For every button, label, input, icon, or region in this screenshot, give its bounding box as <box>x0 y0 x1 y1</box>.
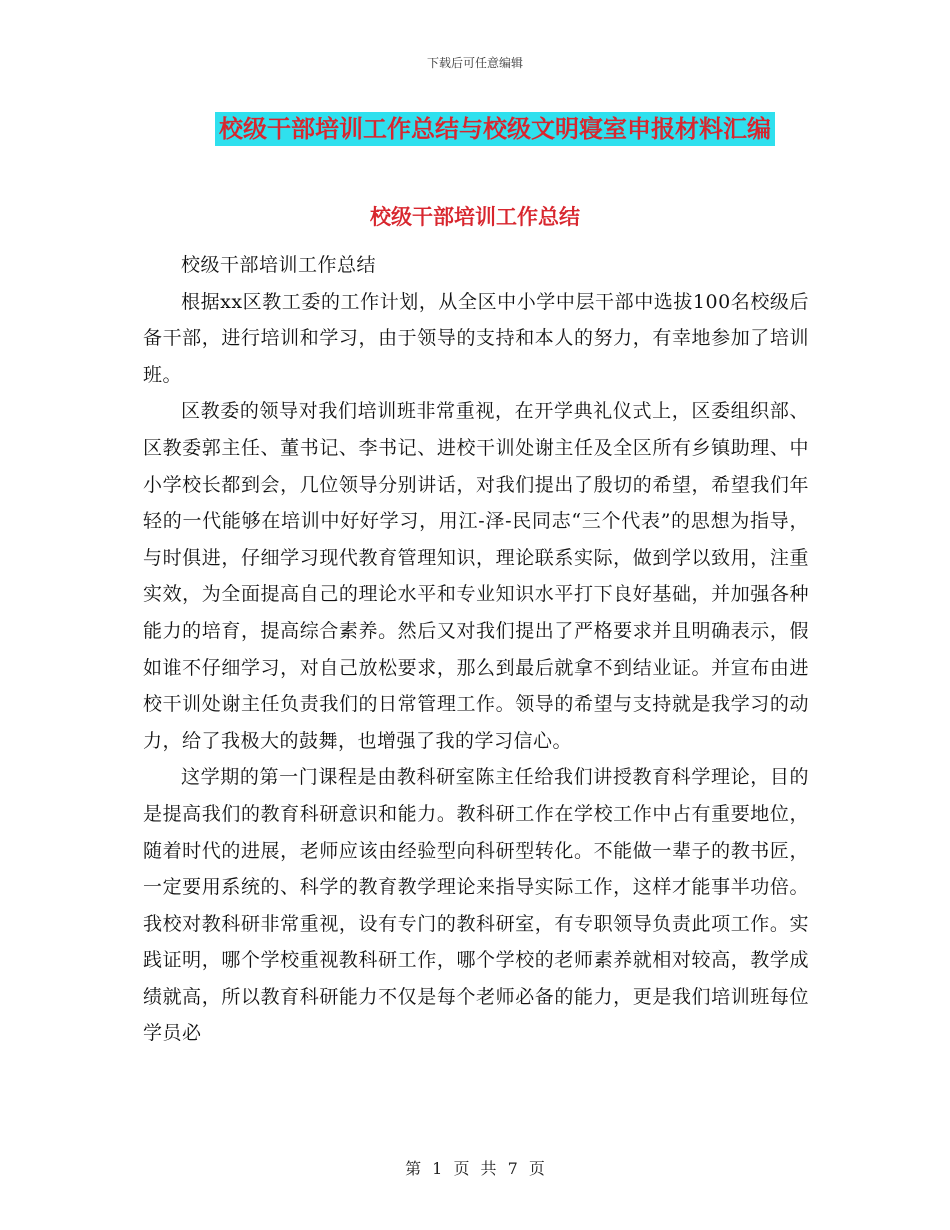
document-body <box>143 247 809 1052</box>
body-paragraph: 校级干部培训工作总结 <box>181 254 377 276</box>
body-paragraph: 区教委的领导对我们培训班非常重视，在开学典礼仪式上，区委组织部、区教委郭主任、董书记、李书记、进校干训处谢主任及全区所有乡镇助理、中小学校长都到会，几位领导分别讲话，对我们提出了殷切的希望，希望我们年轻的一代能够在培训中好好学习，用江-泽-民同志“三个代表”的思想为指导，与时俱进，仔细学习现代教育管理知识，理论联系实际，做到学以致用，注重实效，为全面提高自己的理论水平和专业知识水平打下良好基础，并加强各种能力的培育，提高综合素养。然后又对我们提出了严格要求并且明确表示，假如谁不仔细学习，对自己放松要求，那么到最后就拿不到结业证。并宣布由进校干训处谢主任负责我们的日常管理工作。领导的希望与支持就是我学习的动力，给了我极大的鼓舞，也增强了我的学习信心。 <box>143 400 809 752</box>
body-paragraph: 这学期的第一门课程是由教科研室陈主任给我们讲授教育科学理论，目的是提高我们的教育科研意识和能力。教科研工作在学校工作中占有重要地位，随着时代的进展，老师应该由经验型向科研型转化。不能做一辈子的教书匠，一定要用系统的、科学的教育教学理论来指导实际工作，这样才能事半功倍。我校对教科研非常重视，设有专门的教科研室，有专职领导负责此项工作。实践证明，哪个学校重视教科研工作，哪个学校的老师素养就相对较高，教学成绩就高，所以教育科研能力不仅是每个老师必备的能力，更是我们培训班每位学员必 <box>143 766 809 1045</box>
section-title: 校级干部培训工作总结 <box>370 205 580 229</box>
main-title-container <box>0 112 950 146</box>
page-header-note: 下载后可任意编辑 <box>426 56 523 70</box>
page-footer-indicator: 第 1 页 共 7 页 <box>405 1159 545 1178</box>
body-paragraph: 根据xx区教工委的工作计划，从全区中小学中层干部中选拔100名校级后备干部，进行培训和学习，由于领导的支持和本人的努力，有幸地参加了培训班。 <box>143 290 809 386</box>
main-title: 校级干部培训工作总结与校级文明寝室申报材料汇编 <box>215 112 775 146</box>
